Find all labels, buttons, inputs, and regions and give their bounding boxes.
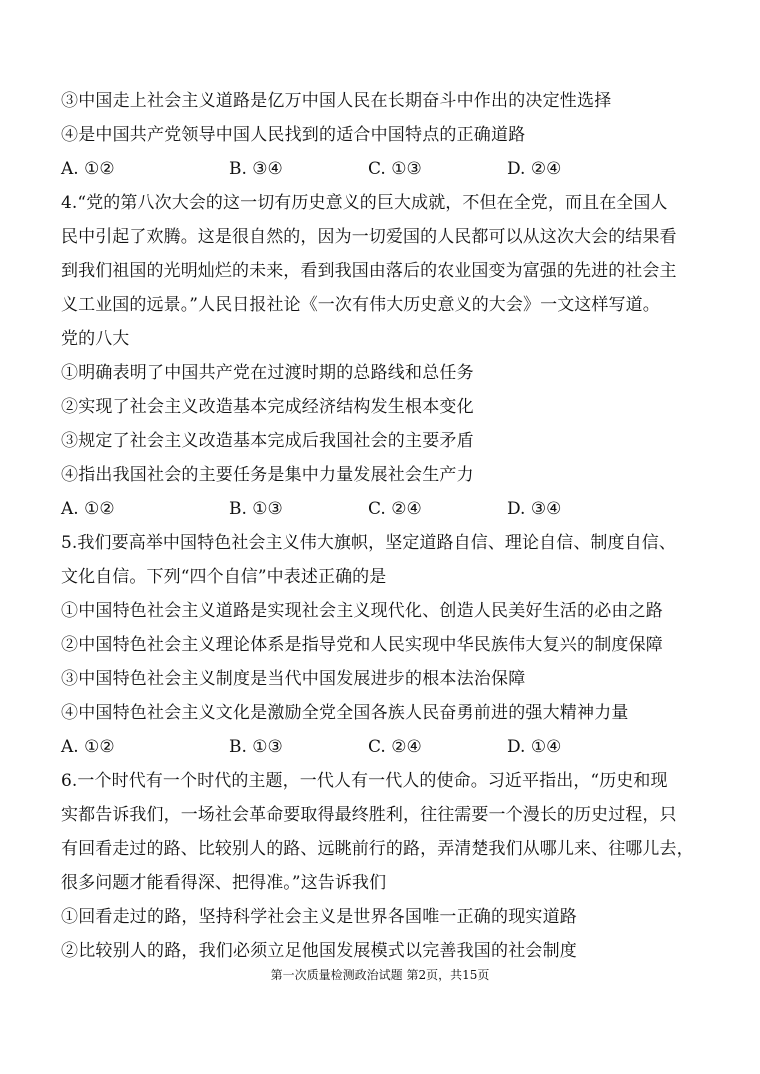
page-footer: 第一次质量检测政治试题 第2页，共15页 [270,968,490,982]
q3-option-c[interactable]: C. ①③ [368,159,422,179]
q4-option-c[interactable]: C. ②④ [368,499,422,519]
q3-item-4: ④是中国共产党领导中国人民找到的适合中国特点的正确道路 [61,125,526,145]
q4-stem-line: 4.“党的第八次大会的这一切有历史意义的巨大成就，不但在全党，而且在全国人 [61,193,668,213]
q3-item-3: ③中国走上社会主义道路是亿万中国人民在长期奋斗中作出的决定性选择 [61,91,612,111]
q4-item-3: ③规定了社会主义改造基本完成后我国社会的主要矛盾 [61,431,474,451]
q4-stem-line: 到我们祖国的光明灿烂的未来，看到我国由落后的农业国变为富强的先进的社会主 [61,261,677,281]
q5-option-c[interactable]: C. ②④ [368,737,422,757]
q4-item-1: ①明确表明了中国共产党在过渡时期的总路线和总任务 [61,363,474,383]
q4-item-4: ④指出我国社会的主要任务是集中力量发展社会生产力 [61,465,474,485]
q6-stem-line: 实都告诉我们，一场社会革命要取得最终胜利，往往需要一个漫长的历史过程，只 [61,805,677,825]
q6-stem-line: 很多问题才能看得深、把得准。”这告诉我们 [61,873,387,893]
q3-option-b[interactable]: B. ③④ [229,159,283,179]
q5-stem-line: 文化自信。下列“四个自信”中表述正确的是 [61,567,387,587]
q5-item-3: ③中国特色社会主义制度是当代中国发展进步的根本法治保障 [61,669,526,689]
q5-stem-line: 5.我们要高举中国特色社会主义伟大旗帜，坚定道路自信、理论自信、制度自信、 [61,533,676,553]
q6-stem-line: 有回看走过的路、比较别人的路、远眺前行的路，弄清楚我们从哪儿来、往哪儿去， [61,839,694,859]
q4-option-d[interactable]: D. ③④ [507,499,562,519]
exam-page [61,84,701,968]
q3-options [61,152,701,186]
q5-option-a[interactable]: A. ①② [61,737,115,757]
q5-option-d[interactable]: D. ①④ [507,737,562,757]
q4-stem-line: 党的八大 [61,329,130,349]
q4-option-b[interactable]: B. ①③ [229,499,283,519]
q6-stem-line: 6.一个时代有一个时代的主题，一代人有一代人的使命。习近平指出，“历史和现 [61,771,668,791]
q3-option-d[interactable]: D. ②④ [507,159,562,179]
q5-option-b[interactable]: B. ①③ [229,737,283,757]
q3-option-a[interactable]: A. ①② [61,159,115,179]
q6-item-2: ②比较别人的路，我们必须立足他国发展模式以完善我国的社会制度 [61,941,577,961]
q5-options [61,730,701,764]
q5-item-2: ②中国特色社会主义理论体系是指导党和人民实现中华民族伟大复兴的制度保障 [61,635,663,655]
q5-item-4: ④中国特色社会主义文化是激励全党全国各族人民奋勇前进的强大精神力量 [61,703,629,723]
q4-stem-line: 民中引起了欢腾。这是很自然的，因为一切爱国的人民都可以从这次大会的结果看 [61,227,677,247]
q4-options [61,492,701,526]
q6-item-1: ①回看走过的路，坚持科学社会主义是世界各国唯一正确的现实道路 [61,907,577,927]
q5-item-1: ①中国特色社会主义道路是实现社会主义现代化、创造人民美好生活的必由之路 [61,601,663,621]
q4-option-a[interactable]: A. ①② [61,499,115,519]
q4-stem-line: 义工业国的远景。”人民日报社论《一次有伟大历史意义的大会》一文这样写道。 [61,295,660,315]
q4-item-2: ②实现了社会主义改造基本完成经济结构发生根本变化 [61,397,474,417]
